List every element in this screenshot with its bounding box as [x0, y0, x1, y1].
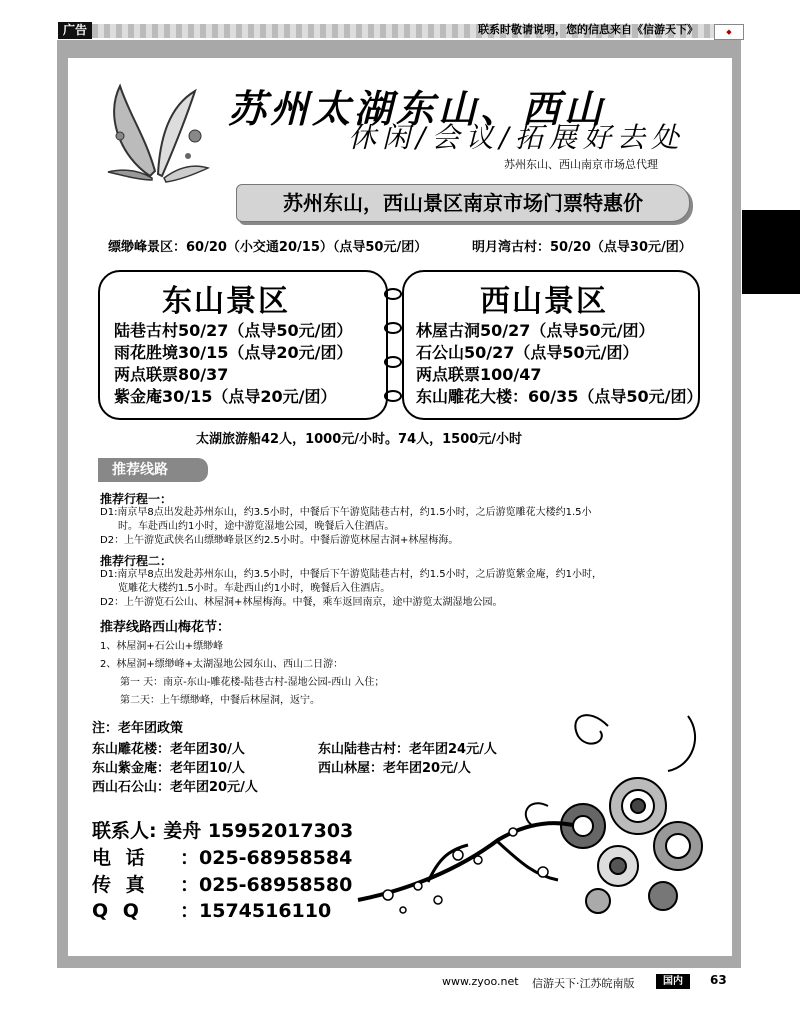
- route1-line: D2：上午游览武侠名山缥缈峰景区约2.5小时。中餐后游览林屋古洞+林屋梅海。: [100, 535, 459, 546]
- contact-phone-label: 电 话: [92, 847, 149, 869]
- ad-subtitle: 休闲/会议/拓展好去处: [348, 121, 685, 154]
- routes-tab: 推荐线路: [98, 458, 208, 482]
- plum-route-line: 第一 天：南京-东山-雕花楼-陆巷古村-湿地公园-西山 入住；: [120, 677, 385, 688]
- section-edge-tab: [742, 210, 800, 294]
- page-number: 63: [710, 973, 727, 987]
- route2-line: 览雕花大楼约1.5小时。车赴西山约1小时，晚餐后入住酒店。: [118, 583, 391, 594]
- east-scenic-box: [98, 270, 388, 420]
- plum-route-line: 1、林屋洞+石公山+缥缈峰: [100, 641, 224, 652]
- footer-url: www.zyoo.net: [442, 975, 519, 988]
- plum-route-title: 推荐线路西山梅花节：: [100, 620, 231, 635]
- price-banner: 苏州东山，西山景区南京市场门票特惠价: [236, 184, 690, 222]
- route1-title: 推荐行程一：: [100, 492, 173, 506]
- contact-person: [92, 816, 353, 843]
- route2-title: 推荐行程二：: [100, 554, 173, 568]
- boat-price: 太湖旅游船42人，1000元/小时。74人，1500元/小时: [196, 432, 523, 447]
- route1-line: 时。车赴西山约1小时，途中游览湿地公园，晚餐后入住酒店。: [118, 521, 395, 532]
- header-notice: 联系时敬请说明，您的信息来自《信游天下》: [478, 23, 698, 36]
- west-line: 石公山50/27（点导50元/团）: [416, 343, 639, 362]
- senior-policy-title: 注：老年团政策: [92, 721, 184, 736]
- plum-route-line: 第二天：上午缥缈峰，中餐后林屋洞，返宁。: [120, 695, 320, 706]
- contact-phone: [92, 843, 352, 870]
- west-line: 东山雕花大楼：60/35（点导50元/团）: [416, 387, 703, 406]
- contact-phone-value: ：025-68958584: [180, 847, 353, 869]
- contact-person-value: 姜舟 15952017303: [163, 820, 354, 842]
- senior-policy-item: 东山紫金庵：老年团10/人: [92, 761, 245, 776]
- contact-person-label: 联系人:: [92, 820, 157, 842]
- east-line: 陆巷古村50/27（点导50元/团）: [114, 321, 353, 340]
- east-line: 紫金庵30/15（点导20元/团）: [114, 387, 337, 406]
- agent-note: 苏州东山、西山南京市场总代理: [504, 158, 658, 171]
- binder-rings: [382, 280, 404, 410]
- mingyuewan-price: 明月湾古村：50/20（点导30元/团）: [472, 240, 692, 255]
- splash-graphic: [100, 76, 210, 196]
- senior-policy-item: 东山雕花楼：老年团30/人: [92, 742, 245, 757]
- ad-tag: 广告: [58, 22, 92, 39]
- magazine-logo: ◆: [714, 24, 744, 40]
- west-title: 西山景区: [480, 284, 608, 319]
- route2-line: D1:南京早8点出发赴苏州东山，约3.5小时，中餐后下午游览陆巷古村，约1.5小时，之后游览紫金庵，约1小时，: [100, 569, 602, 580]
- footer-section-tag: 国内: [656, 974, 690, 989]
- ad-title: 苏州太湖东山、西山: [228, 86, 607, 131]
- footer-magazine-name: 信游天下·江苏皖南版: [532, 977, 635, 990]
- contact-fax-value: ：025-68958580: [180, 874, 353, 896]
- west-line: 两点联票100/47: [416, 365, 542, 384]
- plum-route-line: 2、林屋洞+缥缈峰+太湖湿地公园东山、西山二日游：: [100, 659, 344, 670]
- east-title: 东山景区: [162, 284, 290, 319]
- east-line: 两点联票80/37: [114, 365, 229, 384]
- contact-fax-label: 传 真: [92, 874, 149, 896]
- senior-policy-item: 西山石公山：老年团20元/人: [92, 780, 258, 795]
- east-line: 雨花胜境30/15（点导20元/团）: [114, 343, 353, 362]
- plum-branch-ornament: [348, 800, 578, 940]
- contact-qq: [92, 896, 331, 923]
- senior-policy-item: 东山陆巷古村：老年团24元/人: [318, 742, 497, 757]
- piaomiao-peak-price: 缥缈峰景区：60/20（小交通20/15）（点导50元/团）: [108, 240, 428, 255]
- route2-line: D2：上午游览石公山、林屋洞+林屋梅海。中餐，乘车返回南京，途中游览太湖湿地公园。: [100, 597, 503, 608]
- contact-qq-value: ：1574516110: [180, 900, 332, 922]
- west-line: 林屋古洞50/27（点导50元/团）: [416, 321, 655, 340]
- senior-policy-item: 西山林屋：老年团20元/人: [318, 761, 471, 776]
- contact-qq-label: Q Q: [92, 900, 143, 922]
- contact-fax: [92, 870, 352, 897]
- west-scenic-box: [402, 270, 703, 420]
- route1-line: D1:南京早8点出发赴苏州东山，约3.5小时，中餐后下午游览陆巷古村，约1.5小时，之后游览雕花大楼约1.5小: [100, 507, 592, 518]
